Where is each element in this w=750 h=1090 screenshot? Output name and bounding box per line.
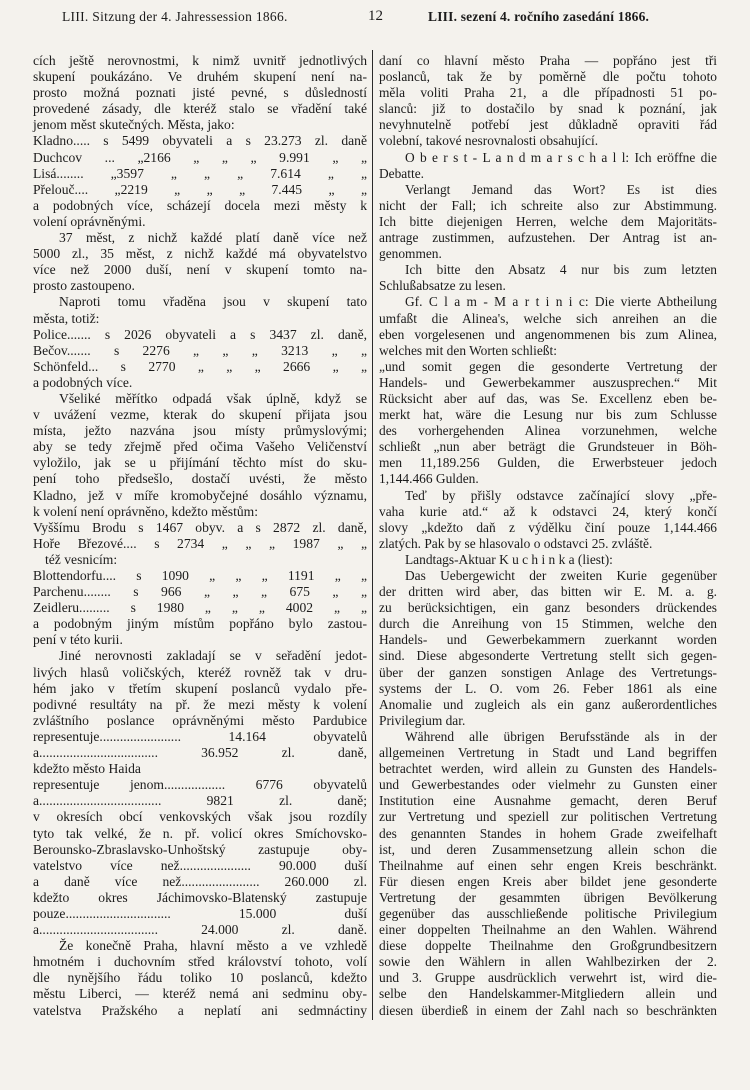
text-line: Das Uebergewicht der zweiten Kurie gegenüber [405,568,717,583]
text-line: Schlußabsatze zu lesen. [379,278,506,294]
text-line: Duchcov ... „2166 „ „ „ 9.991 „ „ [33,149,367,165]
text-line: volební, takové nesrovnalosti obsahující. [379,133,599,149]
text-line: O b e r s t - L a n d m a r s c h a l l: Ich eröffne die [405,149,717,165]
text-line: Anomalie und zugleich als ein ganz außerordentliches [379,696,717,712]
text-line: pení v této kurii. [33,632,123,648]
text-line: vatelstvo více než..................... 90.000 duší [33,857,367,873]
text-line: Berounsko-Zbraslavsko-Unhoštský zastupuje oby- [33,841,367,857]
text-line: sind. Diese abgesonderte Vertretung stellt sich gegen- [379,648,717,664]
text-line: genommen. [379,246,442,262]
text-line: Vyššímu Brodu s 1467 obyv. a s 2872 zl. daně, [33,519,367,535]
text-line: kdežto okres Jáchimovsko-Blatenský zastupuje [33,889,367,905]
text-line: men 11,189.256 Gulden, die Erwerbsteuer jedoch [379,455,717,471]
text-line: „und somit gegen die gesonderte Vertretung der [379,358,717,374]
text-line: daní co hlavní město Praha — popřáno jest tři [379,53,717,68]
text-line: Verlangt Jemand das Wort? Es ist dies [405,181,717,197]
text-line: und 3. Gruppe ausdrücklich verwehrt ist, wird die- [379,970,717,986]
text-line: zur Vertretung und speziell zur politischen Vertretung [379,809,717,825]
text-line: über der ganzen sonstigen Anlage des Vertretungs- [379,664,717,680]
text-line: einer doppelten Theilnahme an den Wahlen. Während [379,922,717,938]
text-line: welches mit den Worten schließt: [379,342,557,358]
text-line: systems der L. O. vom 26. Feber 1861 als eine [379,680,717,696]
text-line: Theilnahme auf einen sehr engen Kreis beschränkt. [379,857,717,873]
text-line: pení toho předsešlo, dostačí uvésti, že město [33,471,367,487]
text-line: zvláštního poslance oprávněnými město Pardubice [33,712,367,728]
text-line: cích ještě nerovnostmi, k nimž uvnitř jednotlivých [33,53,367,68]
text-line: poslanců, tak že by poměrně dle počtu tohoto [379,69,717,85]
text-line: und Gewerbestandes oder vielmehr zu Gunsten einer [379,777,717,793]
left-column-czech-text [33,53,367,1019]
text-line: skupení poukázáno. Ve druhém skupení není na- [33,69,367,85]
text-line: diese doppelte Theilnahme den Großgrundbesitzern [379,938,717,954]
text-line: Vertretung der gesammten übrigen Bevölkerung [379,889,717,905]
text-line: Kladno, jež v míře kromobyčejné dosáhlo významu, [33,487,367,503]
text-line: Kladno..... s 5499 obyvateli a s 23.273 zl. daně [33,133,367,149]
text-line: sowie den Wählern in allen Wahlbezirken der 2. [379,954,717,970]
text-line: Parchenu........ s 966 „ „ „ 675 „ „ [33,584,367,600]
text-line: betrachtet werden, wird allein zu Gunsten des Handels- [379,761,717,777]
text-line: gegenüber das ausschließende politische Privilegium [379,905,717,921]
text-line: nicht der Fall; ich schreite also zur Abstimmung. [379,197,717,213]
text-line: Lisá........ „3597 „ „ „ 7.614 „ „ [33,165,367,181]
text-line: Police....... s 2026 obyvateli a s 3437 zl. daně, [33,326,367,342]
text-line: prosto možná poznati jisté pevné, s důsledností [33,85,367,101]
text-line: slanců: již to dostačilo by snad k poznání, jak [379,101,717,117]
text-line: eben vorgelesenen und angenommenen bis zum Alinea, [379,326,717,342]
text-line: jenom měst skutečných. Města, jako: [33,117,235,133]
text-line: Ich bitte diejenigen Herren, welche dem Majoritäts- [379,213,717,229]
text-line: měla voliti Praha 21, a dle případnosti 51 po- [379,85,717,101]
text-line: kdežto město Haida [33,761,141,777]
running-header-german: LIII. Sitzung der 4. Jahressession 1866. [62,9,288,24]
text-line: městu Liberci, — kteréž nemá ani sedminu oby- [33,986,367,1002]
text-line: representuje jenom.................. 6776 obyvatelů [33,777,367,793]
right-column-text [379,53,717,1019]
text-line: Für diesen engen Kreis aber bildet jene gesonderte [379,873,717,889]
text-line: slovy „kdežto daň z výdělku činí pouze 1,144.466 [379,519,717,535]
text-line: vaha kurie atd.“ až k odstavci 24, který končí [379,503,717,519]
text-line: Zeidleru......... s 1980 „ „ „ 4002 „ „ [33,600,367,616]
text-line: města, totiž: [33,310,100,326]
text-line: aby se tedy zřejmě před očima Vašeho Veličenství [33,439,367,455]
text-line: Institution eine Ausnahme gemacht, deren Beruf [379,793,717,809]
text-line: tyto tak velké, že n. př. volicí okres Smíchovsko- [33,825,367,841]
text-line: a.................................... 9821 zl. daně; [33,793,367,809]
text-line: allgemeinen Vertretung in Stadt und Land begriffen [379,745,717,761]
text-line: des vorhergehenden Alinea vorzunehmen, welche [379,423,717,439]
text-line: pouze............................... 15.000 duší [33,905,367,921]
text-line: dle nynějšího řádu toliko 10 poslanců, kdežto [33,970,367,986]
text-line: též vesnicím: [45,551,118,567]
text-line: 5000 zl., 35 měst, z nichž každé má obyvatelstvo [33,246,367,262]
text-line: zu berücksichtigen, ein ganz besonders drückendes [379,600,717,616]
text-line: des genannten Standes in hohem Grade zweifelhaft [379,825,717,841]
text-line: Blottendorfu.... s 1090 „ „ „ 1191 „ „ [33,568,367,583]
text-line: diesen überdieß in einem der Zahl nach so beschränkten [379,1002,717,1018]
text-line: antrage zustimmen, aufzustehen. Der Antrag ist an- [379,230,717,246]
text-line: selbe den Handelskammer-Mitgliedern allein und [379,986,717,1002]
text-line: v uvážení vezme, kterak do skupení přijata jsou [33,407,367,423]
text-line: Schönfeld... s 2770 „ „ „ 2666 „ „ [33,358,367,374]
text-line: Teď by přišly odstavce začínající slovy „pře- [405,487,717,503]
text-line: Že konečně Praha, hlavní město a ve vzhledě [59,938,367,954]
text-line: durch die Anreihung von 15 Stimmen, welche den [379,616,717,632]
text-line: Gf. C l a m - M a r t i n i c: Die vierte Abtheilung [405,294,717,310]
text-line: merkt hat, wäre die Lesung nur bis zum Schlusse [379,407,717,423]
text-line: der dritten wird aber, das bitten wir E. M. a. g. [379,584,717,600]
text-line: a daně více než....................... 260.000 zl. [33,873,367,889]
text-line: Bečov....... s 2276 „ „ „ 3213 „ „ [33,342,367,358]
text-line: Während alle übrigen Berufsstände als in der [405,728,717,744]
text-line: schließt „nun aber beträgt die Grundsteuer in Böh- [379,439,717,455]
text-line: a podobných více, scházejí docela mezi městy k [33,197,367,213]
text-line: Všeliké měřítko odpadá však úplně, když se [59,390,367,406]
column-divider [372,50,373,1020]
text-line: a podobných více. [33,374,133,390]
text-line: Naproti tomu vřaděna jsou v skupení tato [59,294,367,310]
text-line: a................................... 24.000 zl. daně. [33,922,367,938]
text-line: vatelstva Pražského a neplatí ani sedmnáctiny [33,1002,367,1018]
text-line: Jiné nerovnosti zakladají se v seřadění jedot- [59,648,367,664]
text-line: v okresích obcí venkovských však jsou rozdíly [33,809,367,825]
text-line: Debatte. [379,165,424,181]
running-header-czech: LIII. sezení 4. ročního zasedání 1866. [428,9,650,24]
text-line: 37 měst, z nichž každé platí daně více než [59,230,367,246]
text-line: místa, ježto nazvána jsou místy průmyslovými; [33,423,367,439]
text-line: zlatých. Pak by se hlasovalo o odstavci 25. zvláště. [379,535,653,551]
text-line: podivné resultáty na př. že mezi městy k volení [33,696,367,712]
text-line: Hoře Březové.... s 2734 „ „ „ 1987 „ „ [33,535,367,551]
text-line: hmotném i duchovním střed království tohoto, volí [33,954,367,970]
text-line: Landtags-Aktuar K u c h i n k a (liest): [405,551,613,567]
text-line: Privilegium dar. [379,712,466,728]
text-line: prosto zastoupeno. [33,278,135,294]
text-line: Handels- und Gewerbekammern zuerkannt worden [379,632,717,648]
text-line: Přelouč.... „2219 „ „ „ 7.445 „ „ [33,181,367,197]
text-line: k volení není oprávněno, kdežto městům: [33,503,259,519]
text-line: Rücksicht aber auf das, was Se. Excellenz eben be- [379,390,717,406]
text-line: více než 2000 duší, není v skupení tomto na- [33,262,367,278]
text-line: nevyhnutelně potřebí jest důkladně opraviti řád [379,117,717,133]
text-line: Ich bitte den Absatz 4 nur bis zum letzten [405,262,717,278]
text-line: provedené zásady, dle kteréž stalo se vřadění také [33,101,367,117]
text-line: hém jako v třetím skupení poslanců vydalo pře- [33,680,367,696]
text-line: 1,144.466 Gulden. [379,471,479,487]
text-line: a................................... 36.952 zl. daně, [33,745,367,761]
text-line: vyložilo, jak se u přijímání těchto míst do sku- [33,455,367,471]
text-line: a podobným jiným místům popřáno bylo zastou- [33,616,367,632]
page-number: 12 [368,8,383,24]
text-line: livých hlasů voličských, kteréž rovněž tak v dru- [33,664,367,680]
text-line: umfaßt die Alinea's, welche sich anreihen an die [379,310,717,326]
text-line: volení oprávněnými. [33,213,146,229]
text-line: representuje........................ 14.164 obyvatelů [33,728,367,744]
text-line: Handels- und Gewerbekammer auszusprechen.“ Mit [379,374,717,390]
text-line: ist, und deren Zusammensetzung allein schon die [379,841,717,857]
